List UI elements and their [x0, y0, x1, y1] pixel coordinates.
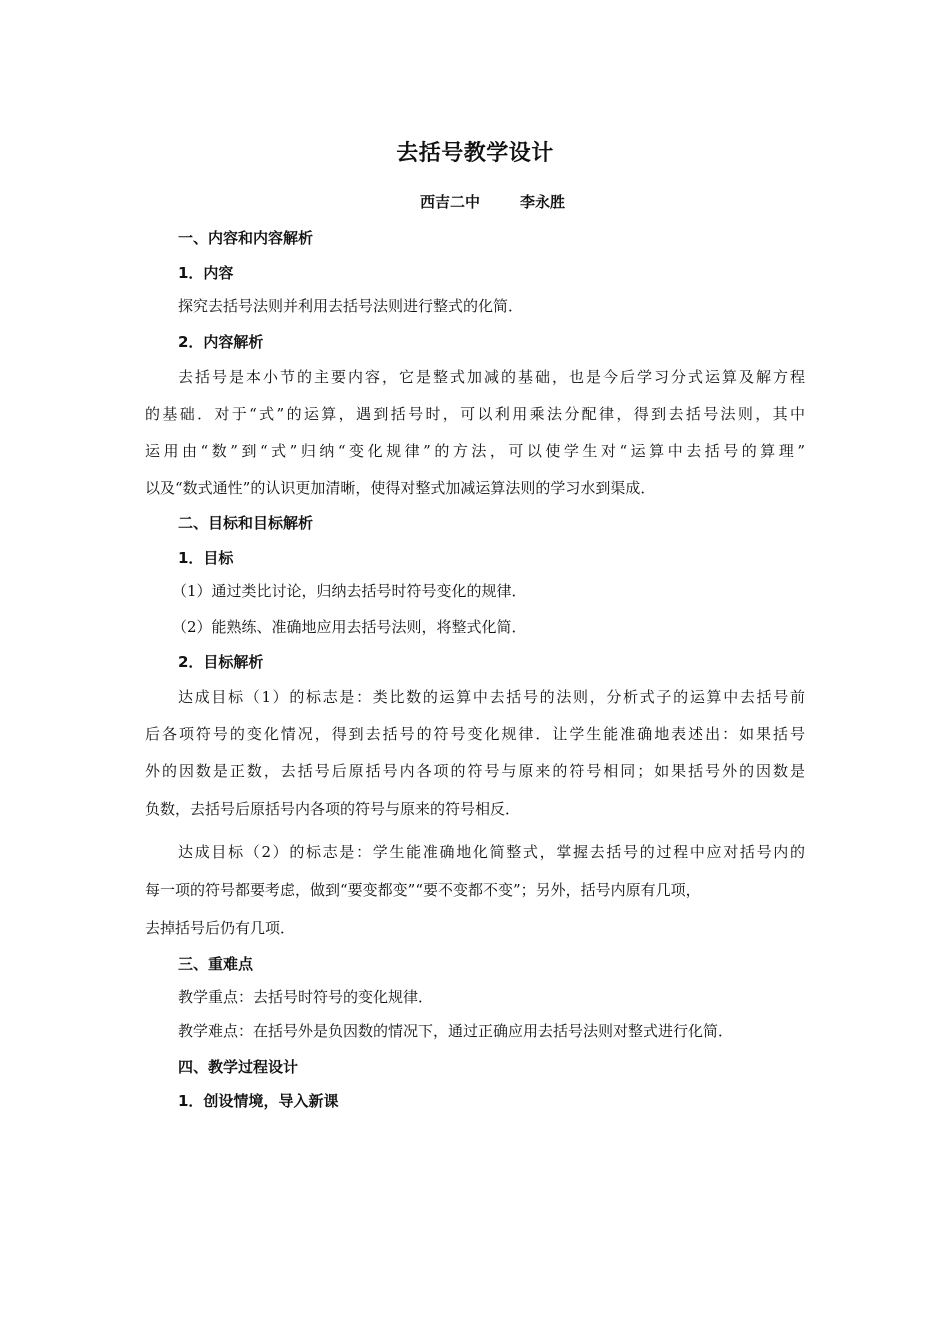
section-heading-content: 一、内容和内容解析 [178, 229, 314, 247]
goal-item: （2）能熟练、准确地应用去括号法则，将整式化简． [172, 618, 527, 636]
section-heading-process: 四、教学过程设计 [178, 1058, 299, 1076]
paragraph-line: 运用由“数”到“式”归纳“变化规律”的方法，可以使学生对“运算中去括号的算理” [145, 442, 805, 460]
section-heading-key-points: 三、重难点 [178, 955, 254, 973]
subheading-goal-analysis: 2．目标解析 [178, 653, 264, 671]
subheading-content-analysis: 2．内容解析 [178, 333, 264, 351]
subheading-goals: 1．目标 [178, 549, 234, 567]
author-line [0, 191, 950, 212]
subheading-create-scenario: 1．创设情境，导入新课 [178, 1092, 339, 1110]
document-title: 去括号教学设计 [396, 141, 554, 166]
difficult-point-text: 教学难点：在括号外是负因数的情况下，通过正确应用去括号法则对整式进行化简． [178, 1022, 734, 1040]
subheading-content: 1．内容 [178, 264, 234, 282]
paragraph-line: 外的因数是正数，去括号后原括号内各项的符号与原来的符号相同；如果括号外的因数是 [145, 762, 805, 780]
paragraph-line: 达成目标（1）的标志是：类比数的运算中去括号的法则，分析式子的运算中去括号前 [178, 688, 805, 706]
paragraph-line: 后各项符号的变化情况，得到去括号的符号变化规律．让学生能准确地表述出：如果括号 [145, 725, 805, 743]
section-heading-goals: 二、目标和目标解析 [178, 514, 314, 532]
content-text: 探究去括号法则并利用去括号法则进行整式的化简． [178, 297, 524, 315]
key-point-text: 教学重点：去括号时符号的变化规律． [178, 988, 434, 1006]
paragraph-line: 负数，去括号后原括号内各项的符号与原来的符号相反． [145, 800, 521, 818]
paragraph-line: 去括号是本小节的主要内容，它是整式加减的基础，也是今后学习分式运算及解方程 [178, 368, 805, 386]
paragraph-line: 每一项的符号都要考虑，做到“要变都变”“要不变都不变”；另外，括号内原有几项， [145, 881, 701, 899]
goal-item: （1）通过类比讨论，归纳去括号时符号变化的规律． [172, 582, 527, 600]
school-name: 西吉二中 [419, 193, 480, 211]
paragraph-line: 的基础．对于“式”的运算，遇到括号时，可以利用乘法分配律，得到去括号法则，其中 [145, 405, 805, 423]
author-name: 李永胜 [520, 193, 566, 211]
paragraph-line: 去掉括号后仍有几项． [145, 919, 296, 937]
paragraph-line: 以及“数式通性”的认识更加清晰，使得对整式加减运算法则的学习水到渠成． [145, 479, 656, 497]
paragraph-line: 达成目标（2）的标志是：学生能准确地化简整式，掌握去括号的过程中应对括号内的 [178, 843, 805, 861]
